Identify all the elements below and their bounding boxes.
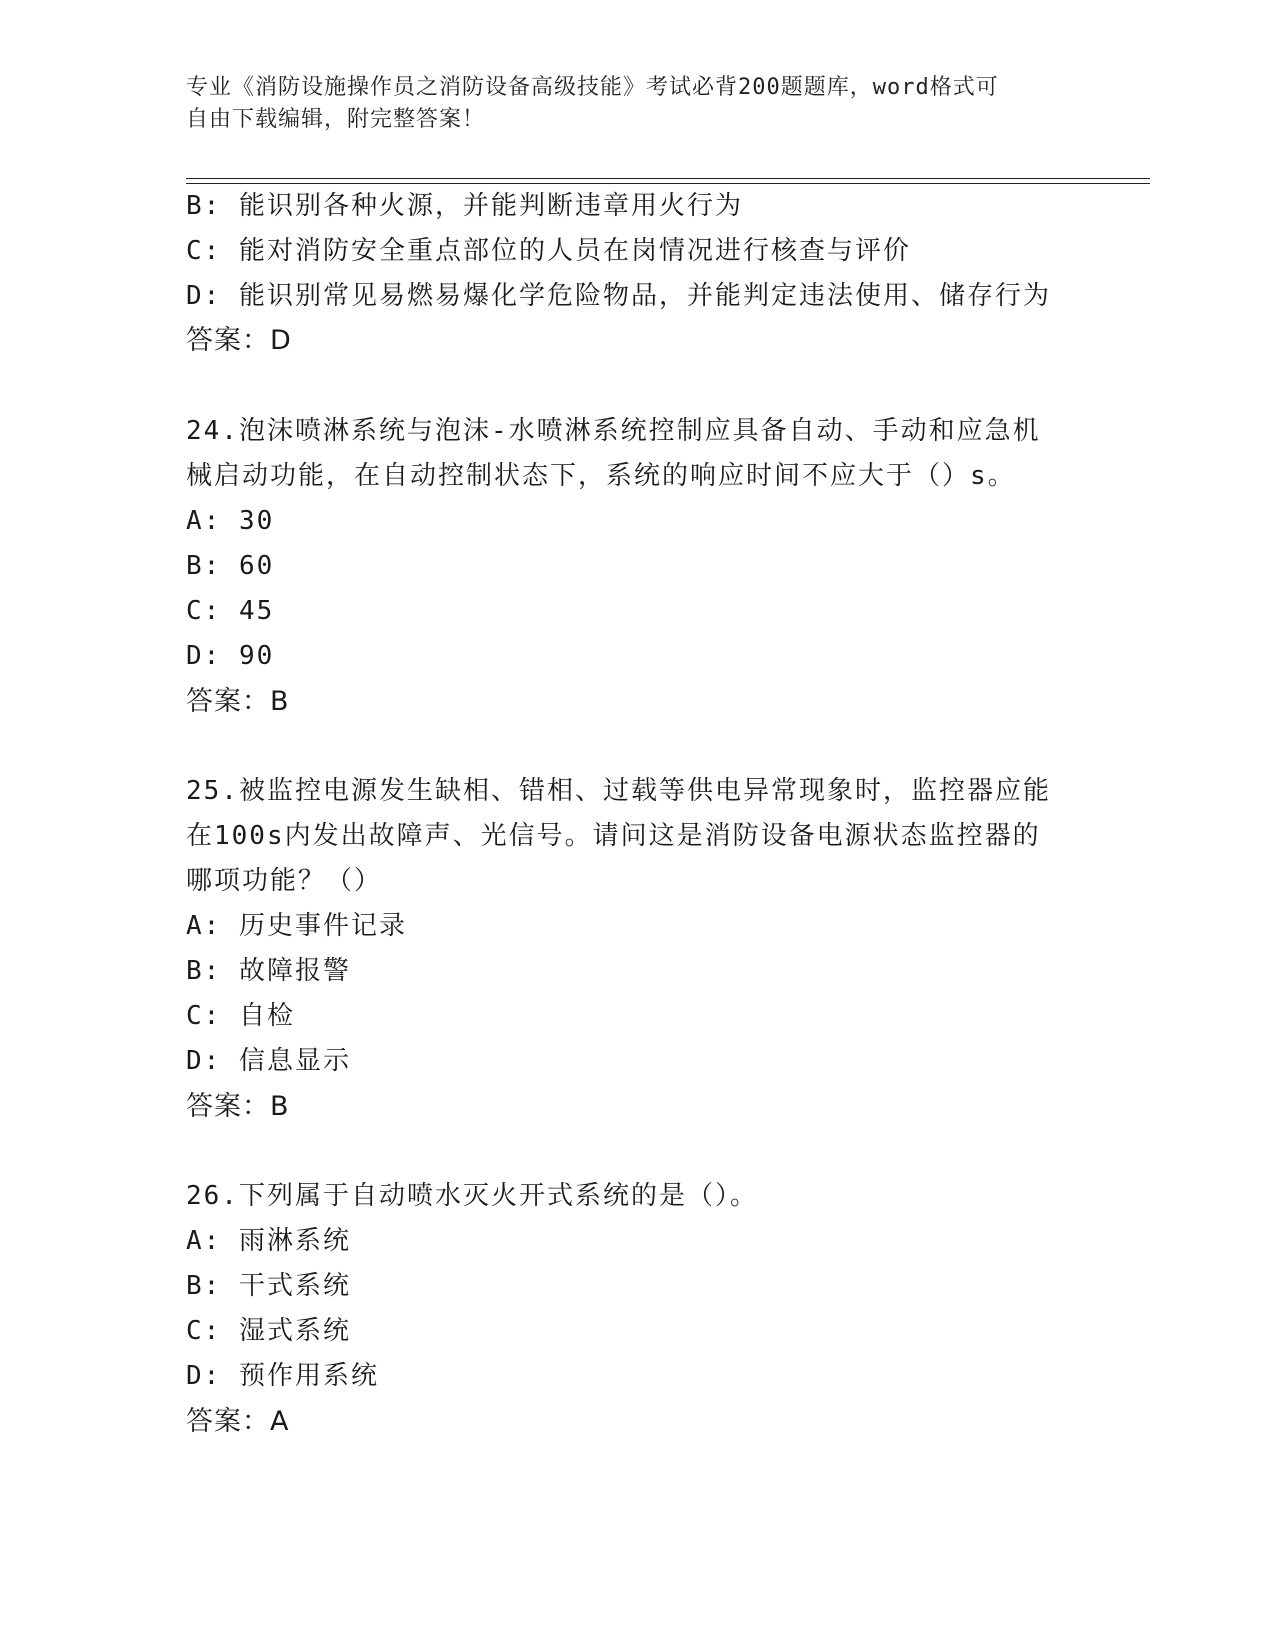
header-divider-top [186,178,1150,179]
option-text: 雨淋系统 [238,1226,351,1256]
option-label: A: [186,911,222,941]
option-b [186,550,274,582]
answer: 答案：D [186,325,292,356]
option-text: 干式系统 [238,1271,351,1301]
option-text: 能识别常见易燃易爆化学危险物品，并能判定违法使用、储存行为 [238,281,1051,311]
question-stem-line: 哪项功能？（） [186,866,383,896]
option-text: 60 [238,551,275,581]
option-c [186,595,274,627]
answer: 答案：B [186,1091,290,1122]
question-stem-line: 24.泡沫喷淋系统与泡沫-水喷淋系统控制应具备自动、手动和应急机 [186,416,1041,446]
option-d [186,640,274,672]
answer: 答案：A [186,1406,290,1437]
option-text: 信息显示 [238,1046,351,1076]
document-header [186,72,1076,136]
option-label: B: [186,191,222,221]
option-label: C: [186,236,222,266]
option-d [186,280,1051,312]
option-label: B: [186,956,222,986]
option-label: B: [186,1271,222,1301]
option-label: B: [186,551,222,581]
option-text: 能对消防安全重点部位的人员在岗情况进行核查与评价 [238,236,911,266]
option-label: D: [186,1361,222,1391]
question-stem-line: 26.下列属于自动喷水灭火开式系统的是（）。 [186,1181,758,1211]
option-label: D: [186,1046,222,1076]
option-label: C: [186,596,222,626]
question-stem-line: 在100s内发出故障声、光信号。请问这是消防设备电源状态监控器的 [186,821,1041,851]
option-text: 预作用系统 [238,1361,379,1391]
option-b [186,1270,351,1302]
option-label: D: [186,281,222,311]
option-text: 历史事件记录 [238,911,407,941]
option-label: D: [186,641,222,671]
option-label: C: [186,1001,222,1031]
option-text: 自检 [238,1001,295,1031]
question-stem-line: 25.被监控电源发生缺相、错相、过载等供电异常现象时，监控器应能 [186,776,1051,806]
option-a [186,1225,351,1257]
option-label: A: [186,1226,222,1256]
question-stem-line: 械启动功能，在自动控制状态下，系统的响应时间不应大于（）s。 [186,461,1016,491]
option-text: 能识别各种火源，并能判断违章用火行为 [238,191,743,221]
header-line-1: 专业《消防设施操作员之消防设备高级技能》考试必背200题题库，word格式可 [186,75,999,100]
header-divider-bottom [186,183,1150,184]
option-d [186,1360,379,1392]
option-c [186,235,911,267]
option-b [186,955,351,987]
option-text: 故障报警 [238,956,351,986]
option-c [186,1315,351,1347]
option-text: 30 [238,506,275,536]
option-label: C: [186,1316,222,1346]
option-c [186,1000,295,1032]
option-a [186,910,407,942]
option-a [186,505,274,537]
option-text: 90 [238,641,275,671]
option-text: 45 [238,596,275,626]
header-line-2: 自由下载编辑，附完整答案！ [186,107,486,132]
option-d [186,1045,351,1077]
option-text: 湿式系统 [238,1316,351,1346]
answer: 答案：B [186,686,290,717]
option-b [186,190,743,222]
option-label: A: [186,506,222,536]
